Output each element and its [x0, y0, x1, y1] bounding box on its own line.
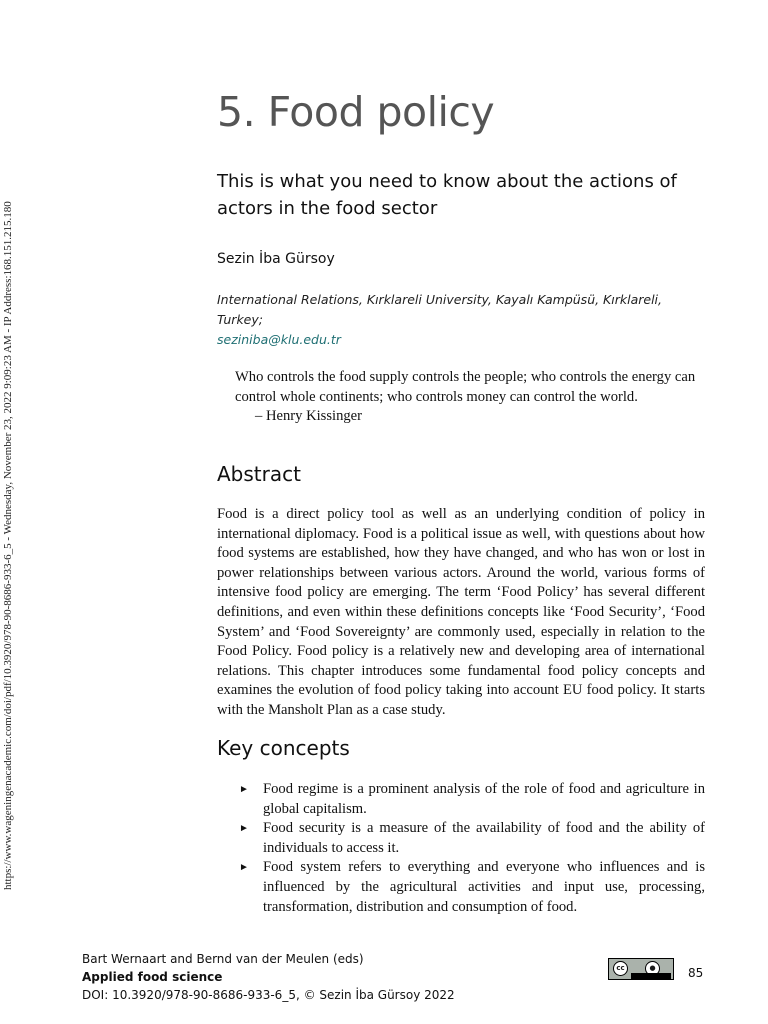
footer-book-title: Applied food science: [82, 970, 223, 984]
key-concepts-heading: Key concepts: [217, 736, 350, 760]
chapter-subtitle: This is what you need to know about the actions of actors in the food sector: [217, 171, 677, 219]
attribution-person-icon: ●: [645, 961, 660, 976]
footer-doi: DOI: 10.3920/978-90-8686-933-6_5, © Sezin İba Gürsoy 2022: [82, 988, 455, 1002]
abstract-heading: Abstract: [217, 462, 301, 486]
list-item: [239, 858, 705, 917]
triangle-bullet-icon: ►: [239, 784, 249, 795]
author-affiliation: [217, 290, 707, 350]
author-name: Sezin İba Gürsoy: [217, 251, 335, 267]
cc-by-license-icon[interactable]: [608, 958, 674, 980]
author-email-link[interactable]: seziniba@klu.edu.tr: [217, 332, 341, 347]
list-item: [239, 819, 705, 858]
triangle-bullet-icon: ►: [239, 823, 249, 835]
epigraph-quote: [235, 368, 705, 427]
triangle-bullet-icon: ►: [239, 862, 249, 874]
key-concept-text: Food regime is a prominent analysis of the role of food and agriculture in global capitalism.: [263, 781, 705, 817]
side-url-text: https://www.wageningenacademic.com/doi/pdf/10.3920/978-90-8686-933-6_5 - Wednesday, November 23, 2022 9:09:23 AM - IP Address:168.151.215.180: [2, 201, 14, 890]
page-number: 85: [688, 966, 704, 980]
affiliation-text: International Relations, Kırklareli University, Kayalı Kampüsü, Kırklareli, Turkey;: [217, 292, 662, 327]
side-url-watermark: [0, 0, 24, 1024]
key-concepts-list: [239, 780, 705, 917]
key-concept-text: Food system refers to everything and everyone who influences and is influenced by the agricultural activities and input use, processing, transformation, distribution and consumption of food.: [263, 859, 705, 915]
license-strip: [631, 973, 671, 979]
chapter-title: 5. Food policy: [217, 88, 495, 136]
epigraph-text: Who controls the food supply controls the people; who controls the energy can control whole continents; who controls money can control the world.: [235, 369, 696, 405]
key-concept-text: Food security is a measure of the availability of food and the ability of individuals to access it.: [263, 820, 705, 856]
cc-icon: cc: [613, 961, 628, 976]
epigraph-attribution: – Henry Kissinger: [255, 408, 363, 425]
footer-editors: Bart Wernaart and Bernd van der Meulen (eds): [82, 952, 364, 966]
abstract-text: Food is a direct policy tool as well as an underlying condition of policy in international diplomacy. Food is a political issue as well, with questions about how food systems are established, how they have changed, and who has won or lost in power relationships between various actors. Around the world, various forms of intensive food policy are emerging. The term ‘Food Policy’ has several different definitions, and even within these definitions concepts like ‘Food Security’, ‘Food System’ and ‘Food Sovereignty’ are commonly used, especially in relation to the Food Policy. Food policy is a relatively new and developing area of international relations. This chapter introduces some fundamental food policy concepts and examines the evolution of food policy taking into account EU food policy. It starts with the Mansholt Plan as a case study.: [217, 506, 705, 718]
list-item: [239, 780, 705, 819]
